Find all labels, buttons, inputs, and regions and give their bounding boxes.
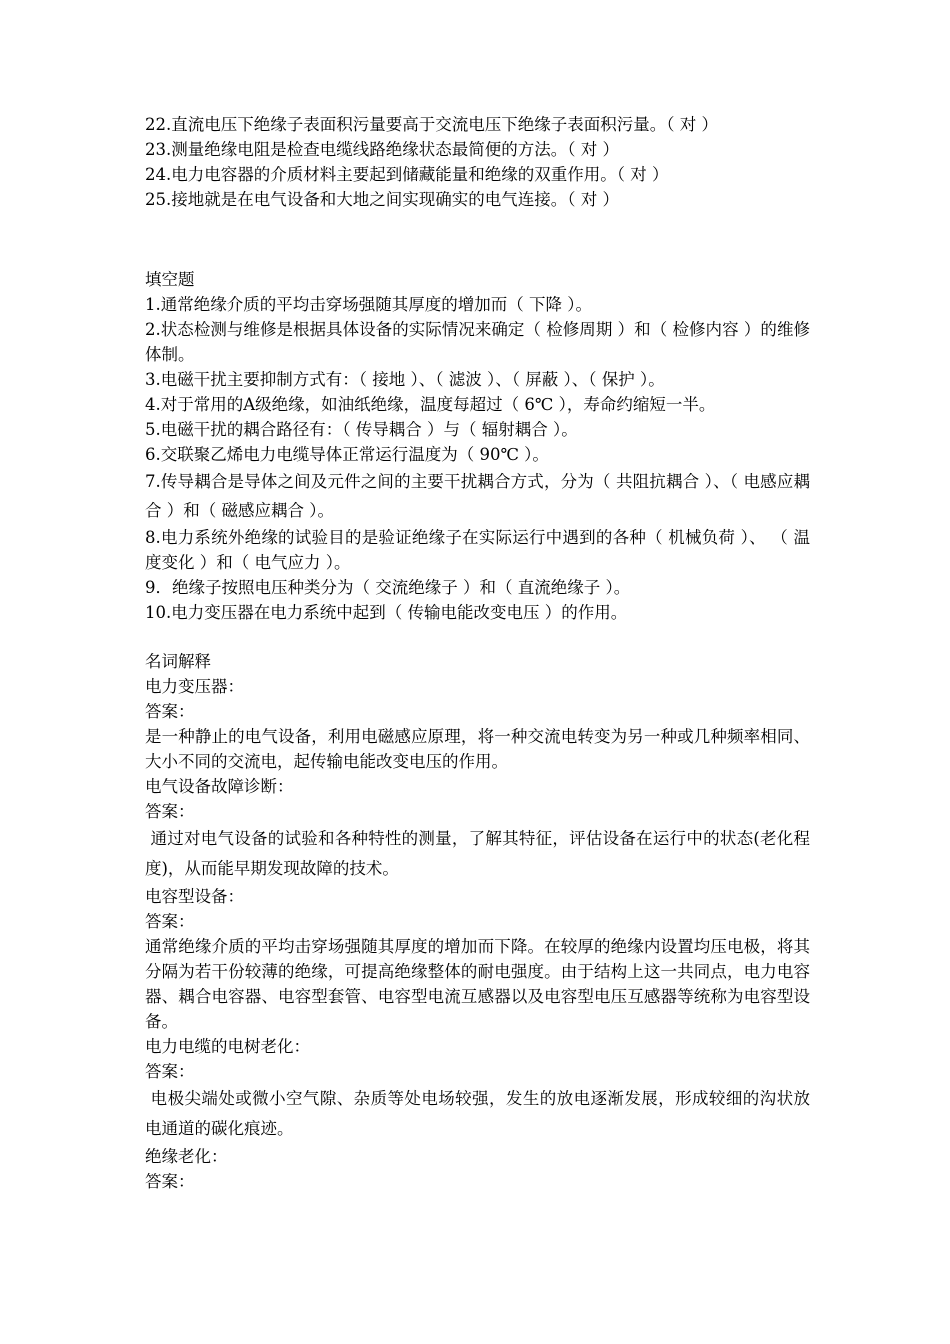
tf-item-22: 22.直流电压下绝缘子表面积污量要高于交流电压下绝缘子表面积污量。（ 对 ） xyxy=(145,115,718,134)
term-title: 电容型设备： xyxy=(145,887,244,906)
answer-label: 答案： xyxy=(145,702,195,721)
fill-item-4: 4.对于常用的A级绝缘，如油纸绝缘，温度每超过（ 6℃ ），寿命约缩短一半。 xyxy=(145,395,716,414)
term-title: 电力电缆的电树老化： xyxy=(145,1037,310,1056)
term-entry xyxy=(145,774,810,884)
tf-item-24: 24.电力电容器的介质材料主要起到储藏能量和绝缘的双重作用。（ 对 ） xyxy=(145,165,669,184)
answer-text: 是一种静止的电气设备，利用电磁感应原理，将一种交流电转变为另一种或几种频率相同、大小不同的交流电，起传输电能改变电压的作用。 xyxy=(145,727,810,771)
answer-label: 答案： xyxy=(145,1172,195,1191)
fill-item-10: 10.电力变压器在电力系统中起到（ 传输电能改变电压 ）的作用。 xyxy=(145,603,628,622)
fill-item-1: 1.通常绝缘介质的平均击穿场强随其厚度的增加而（ 下降 ）。 xyxy=(145,295,592,314)
term-entry xyxy=(145,1034,810,1144)
answer-text: 通过对电气设备的试验和各种特性的测量，了解其特征，评估设备在运行中的状态(老化程度)，从而能早期发现故障的技术。 xyxy=(145,829,811,878)
section-spacer xyxy=(145,625,810,649)
fill-item-8: 8.电力系统外绝缘的试验目的是验证绝缘子在实际运行中遇到的各种（ 机械负荷 ）、 （ 温度变化 ）和（ 电气应力 ）。 xyxy=(145,528,810,572)
fill-item-6: 6.交联聚乙烯电力电缆导体正常运行温度为（ 90℃ ）。 xyxy=(145,445,549,464)
tf-item-23: 23.测量绝缘电阻是检查电缆线路绝缘状态最简便的方法。（ 对 ） xyxy=(145,140,619,159)
answer-label: 答案： xyxy=(145,802,195,821)
fill-item-3: 3.电磁干扰主要抑制方式有：（ 接地 ）、（ 滤波 ）、（ 屏蔽 ）、（ 保护 ）。 xyxy=(145,370,665,389)
term-entry xyxy=(145,1144,810,1194)
document-page xyxy=(145,112,810,1194)
term-title: 电气设备故障诊断： xyxy=(145,777,294,796)
answer-label: 答案： xyxy=(145,912,195,931)
fill-section-heading: 填空题 xyxy=(145,270,195,289)
answer-label: 答案： xyxy=(145,1062,195,1081)
tf-item-25: 25.接地就是在电气设备和大地之间实现确实的电气连接。（ 对 ） xyxy=(145,190,619,209)
true-false-section xyxy=(145,112,810,212)
term-entry xyxy=(145,674,810,774)
fill-item-5: 5.电磁干扰的耦合路径有：（ 传导耦合 ）与（ 辐射耦合 ）。 xyxy=(145,420,578,439)
answer-text: 通常绝缘介质的平均击穿场强随其厚度的增加而下降。在较厚的绝缘内设置均压电极，将其分隔为若干份较薄的绝缘，可提高绝缘整体的耐电强度。由于结构上这一共同点，电力电容器、耦合电容器、电容型套管、电容型电流互感器以及电容型电压互感器等统称为电容型设备。 xyxy=(145,937,810,1031)
terms-section-heading: 名词解释 xyxy=(145,652,211,671)
answer-text: 电极尖端处或微小空气隙、杂质等处电场较强，发生的放电逐渐发展，形成较细的沟状放电通道的碳化痕迹。 xyxy=(145,1089,811,1138)
term-definitions-section xyxy=(145,649,810,1194)
fill-in-blank-section xyxy=(145,267,810,625)
term-title: 绝缘老化： xyxy=(145,1147,228,1166)
fill-item-9: 9．绝缘子按照电压种类分为（ 交流绝缘子 ）和（ 直流绝缘子 ）。 xyxy=(145,578,631,597)
fill-item-2: 2.状态检测与维修是根据具体设备的实际情况来确定（ 检修周期 ）和（ 检修内容 ）的维修体制。 xyxy=(145,320,810,364)
section-spacer xyxy=(145,212,810,267)
term-title: 电力变压器： xyxy=(145,677,244,696)
fill-item-7: 7.传导耦合是导体之间及元件之间的主要干扰耦合方式，分为（ 共阻抗耦合 ）、（ 电感应耦合 ）和（ 磁感应耦合 ）。 xyxy=(145,472,810,520)
term-entry xyxy=(145,884,810,1034)
